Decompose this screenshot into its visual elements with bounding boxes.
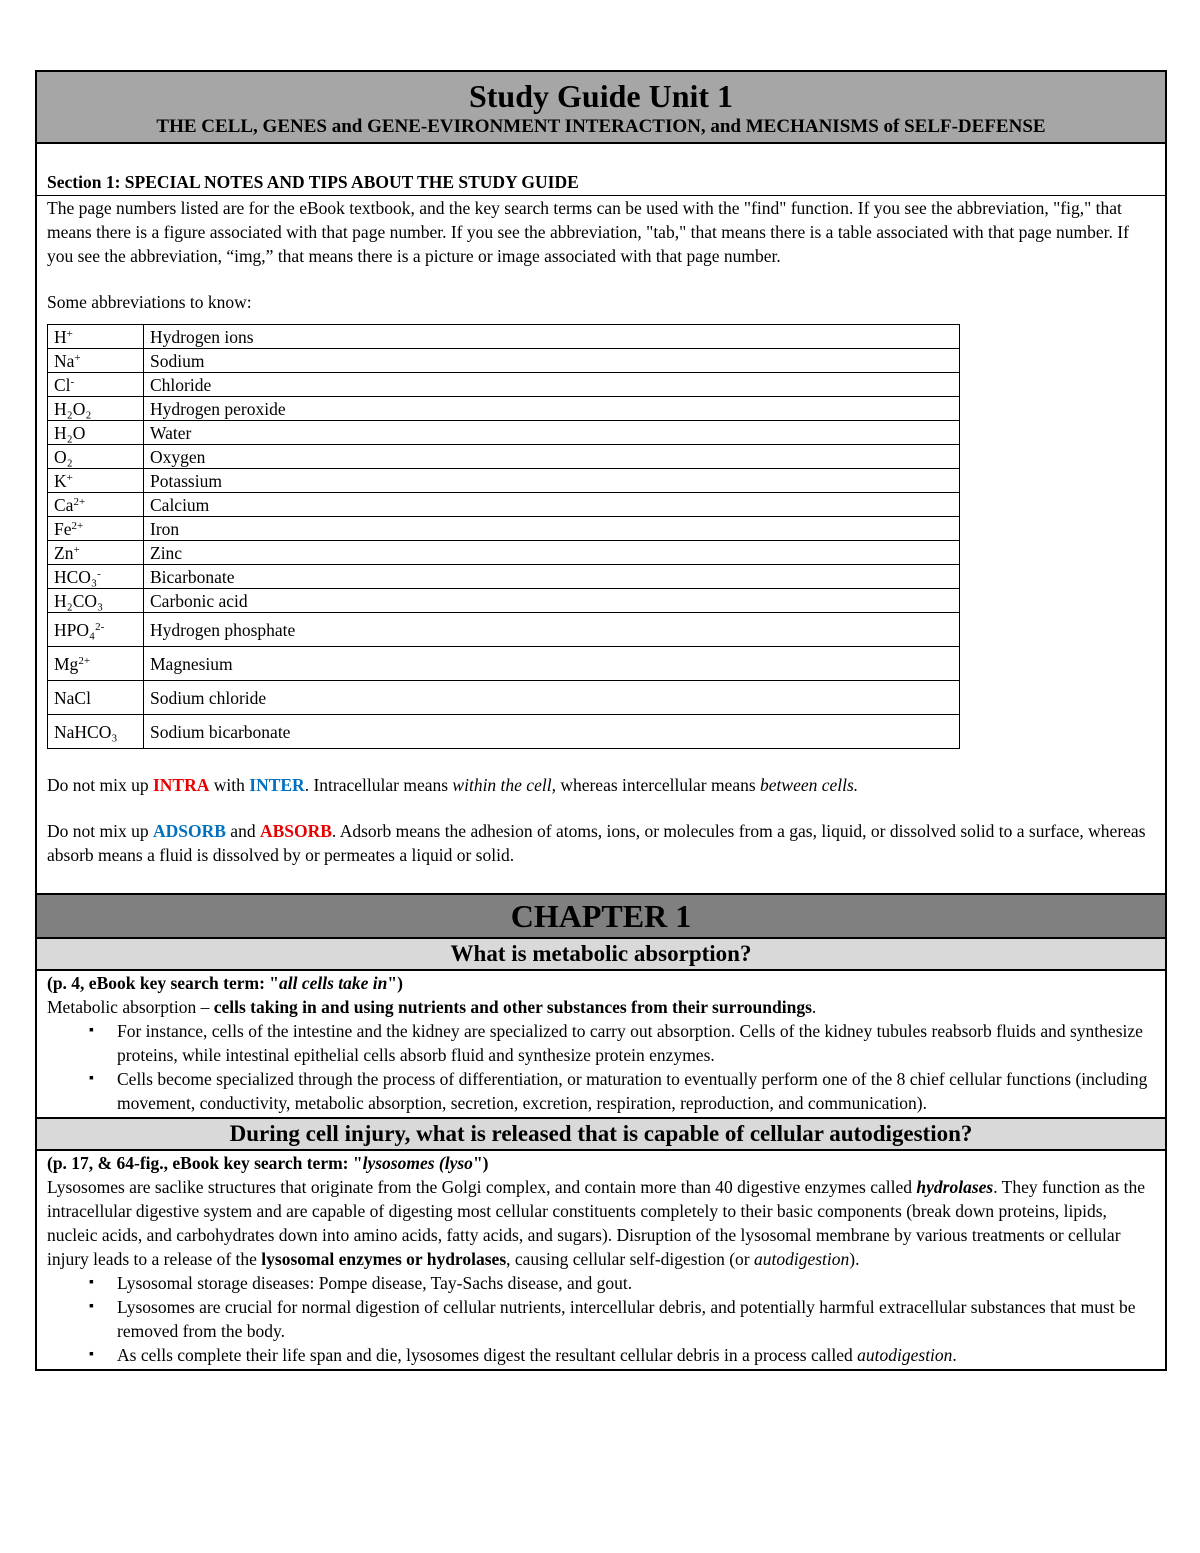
- adsorb-word: ADSORB: [152, 821, 226, 841]
- abbreviation-symbol: Na+: [48, 349, 144, 373]
- bullet-list: [47, 1019, 1155, 1115]
- abbreviation-symbol: NaHCO₃: [48, 715, 144, 749]
- definition-line: Metabolic absorption – cells taking in and using nutrients and other substances from their surroundings.: [47, 997, 817, 1017]
- intro-section: [37, 144, 1165, 895]
- list-item: ▪ As cells complete their life span and die, lysosomes digest the resultant cellular debris in a process called autodigestion.: [117, 1343, 1155, 1367]
- table-row: [48, 565, 960, 589]
- page-title: Study Guide Unit 1: [468, 78, 734, 114]
- abbreviation-symbol: Zn+: [48, 541, 144, 565]
- abbreviation-symbol: HCO₃-: [48, 565, 144, 589]
- question-heading: During cell injury, what is released that is capable of cellular autodigestion?: [37, 1119, 1165, 1151]
- study-guide-page: [35, 70, 1167, 1371]
- bullet-list: [47, 1271, 1155, 1367]
- abbreviation-meaning: Hydrogen peroxide: [144, 397, 960, 421]
- abbreviation-meaning: Oxygen: [144, 445, 960, 469]
- answer-paragraph: Lysosomes are saclike structures that originate from the Golgi complex, and contain more than 40 digestive enzymes called hydrolases. They function as the intracellular digestive system and are capable of digesting most cellular constituents completely to their basic components (break down proteins, lipids, nucleic acids, and carbohydrates down into amino acids, fatty acids, and sugars). Disruption of the lysosomal membrane by various treatments or cellular injury leads to a release of the lysosomal enzymes or hydrolases, causing cellular self-digestion (or autodigestion).: [47, 1177, 1146, 1269]
- abbreviation-meaning: Bicarbonate: [144, 565, 960, 589]
- table-row: [48, 493, 960, 517]
- table-row: [48, 613, 960, 647]
- intro-paragraph: The page numbers listed are for the eBook textbook, and the key search terms can be used with the "find" function. If you see the abbreviation, "fig," that means there is a figure associated with that page number. If you see the abbreviation, "tab," that means there is a table associated with that page number. If you see the abbreviation, “img,” that means there is a picture or image associated with that page number.: [47, 198, 1129, 266]
- question-answer: [37, 971, 1165, 1119]
- abbreviation-symbol: NaCl: [48, 681, 144, 715]
- abbreviation-meaning: Chloride: [144, 373, 960, 397]
- table-row: [48, 517, 960, 541]
- abbreviation-symbol: H+: [48, 325, 144, 349]
- abbreviation-meaning: Sodium: [144, 349, 960, 373]
- abbreviation-meaning: Hydrogen ions: [144, 325, 960, 349]
- abbreviation-symbol: Cl-: [48, 373, 144, 397]
- table-row: [48, 541, 960, 565]
- abbreviation-meaning: Magnesium: [144, 647, 960, 681]
- abbreviation-meaning: Iron: [144, 517, 960, 541]
- table-row: [48, 681, 960, 715]
- abbreviation-meaning: Sodium chloride: [144, 681, 960, 715]
- abbreviation-symbol: H₂O: [48, 421, 144, 445]
- table-row: [48, 349, 960, 373]
- abbreviation-meaning: Calcium: [144, 493, 960, 517]
- table-row: [48, 397, 960, 421]
- reference-line: (p. 4, eBook key search term: "all cells take in"): [47, 973, 403, 993]
- abbreviation-symbol: O₂: [48, 445, 144, 469]
- abbreviation-symbol: $Mg^{2+}$: [48, 647, 144, 681]
- abbreviation-meaning: Hydrogen phosphate: [144, 613, 960, 647]
- absorb-word: ABSORB: [259, 821, 332, 841]
- table-row: [48, 589, 960, 613]
- table-row: [48, 715, 960, 749]
- intra-word: INTRA: [152, 775, 210, 795]
- abbreviation-symbol: K+: [48, 469, 144, 493]
- abbreviations-intro: Some abbreviations to know:: [47, 292, 252, 312]
- table-row: [48, 421, 960, 445]
- abbreviation-symbol: $Fe^{2+}$: [48, 517, 144, 541]
- question-answer: [37, 1151, 1165, 1369]
- abbreviation-symbol: HPO₄$^{2-}$: [48, 613, 144, 647]
- table-row: [48, 373, 960, 397]
- list-item: ▪ For instance, cells of the intestine and the kidney are specialized to carry out absorption. Cells of the kidney tubules reabsorb fluids and synthesize proteins, while intestinal epithelial cells absorb fluid and synthesize protein enzymes.: [117, 1019, 1155, 1067]
- reference-line: (p. 17, & 64-fig., eBook key search term: "lysosomes (lyso"): [47, 1153, 489, 1173]
- table-row: [48, 647, 960, 681]
- abbreviation-meaning: Water: [144, 421, 960, 445]
- question-heading: What is metabolic absorption?: [37, 939, 1165, 971]
- page-subtitle: THE CELL, GENES and GENE-EVIRONMENT INTERACTION, and MECHANISMS of SELF-DEFENSE: [156, 116, 1046, 137]
- section-heading: Section 1: SPECIAL NOTES AND TIPS ABOUT THE STUDY GUIDE: [37, 170, 1165, 196]
- title-block: [37, 72, 1165, 144]
- table-row: [48, 445, 960, 469]
- table-row: [48, 469, 960, 493]
- abbreviation-symbol: H₂CO₃: [48, 589, 144, 613]
- abbreviation-meaning: Sodium bicarbonate: [144, 715, 960, 749]
- abbreviation-meaning: Potassium: [144, 469, 960, 493]
- chapter-heading: CHAPTER 1: [37, 895, 1165, 939]
- abbreviation-meaning: Carbonic acid: [144, 589, 960, 613]
- adsorb-absorb-tip: Do not mix up ADSORB and ABSORB. Adsorb means the adhesion of atoms, ions, or molecules from a gas, liquid, or dissolved solid to a surface, whereas absorb means a fluid is dissolved by or permeates a liquid or solid.: [47, 821, 1146, 865]
- abbreviation-symbol: H₂O₂: [48, 397, 144, 421]
- list-item: ▪ Cells become specialized through the process of differentiation, or maturation to eventually perform one of the 8 chief cellular functions (including movement, conductivity, metabolic absorption, secretion, excretion, respiration, reproduction, and communication).: [117, 1067, 1155, 1115]
- list-item: ▪ Lysosomal storage diseases: Pompe disease, Tay-Sachs disease, and gout.: [117, 1271, 1155, 1295]
- list-item: ▪ Lysosomes are crucial for normal digestion of cellular nutrients, intercellular debris, and potentially harmful extracellular substances that must be removed from the body.: [117, 1295, 1155, 1343]
- abbreviation-symbol: $Ca^{2+}$: [48, 493, 144, 517]
- inter-word: INTER: [249, 775, 305, 795]
- abbreviations-table: [47, 324, 960, 749]
- abbreviation-meaning: Zinc: [144, 541, 960, 565]
- intra-inter-tip: Do not mix up INTRA with INTER. Intracellular means within the cell, whereas intercellular means between cells.: [47, 775, 859, 795]
- table-row: [48, 325, 960, 349]
